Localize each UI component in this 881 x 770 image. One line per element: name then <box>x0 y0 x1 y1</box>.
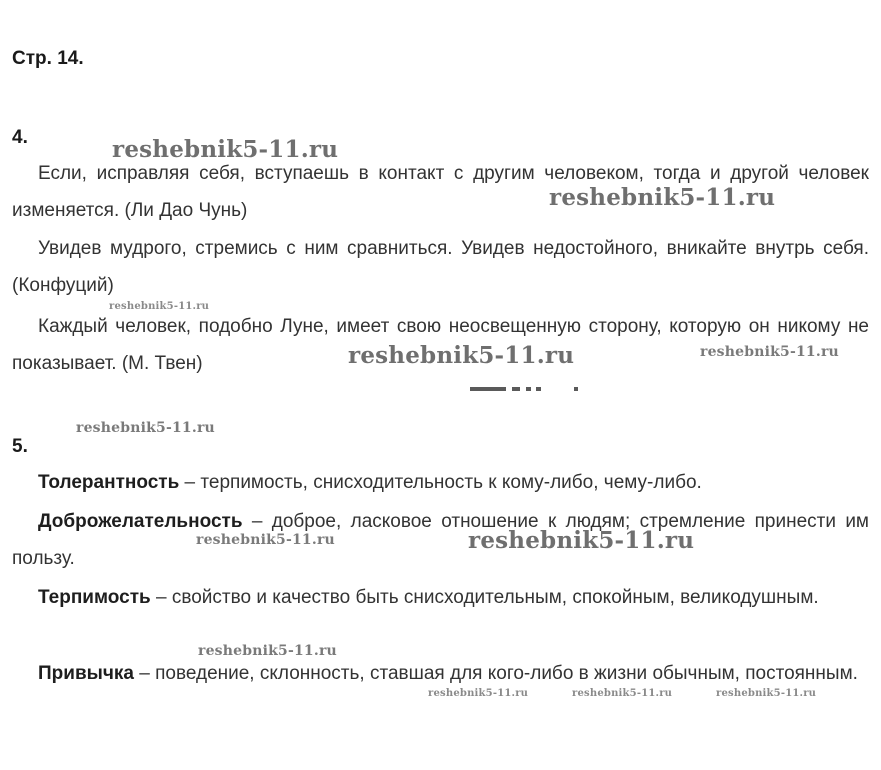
section-number-5: 5. <box>12 436 28 457</box>
watermark: reshebnik5-11.ru <box>112 136 339 163</box>
watermark: reshebnik5-11.ru <box>76 420 215 436</box>
definition-text: – поведение, склонность, ставшая для кого-либо в жизни обычным, постоянным. <box>133 663 858 684</box>
watermark: reshebnik5-11.ru <box>716 688 817 699</box>
section-number-4: 4. <box>12 127 28 148</box>
definition-paragraph <box>12 503 869 577</box>
quote-paragraph: Если, исправляя себя, вступаешь в контакт с другим человеком, тогда и другой человек изменяется. (Ли Дао Чунь) <box>12 163 869 221</box>
page-heading: Стр. 14. <box>12 48 84 69</box>
stray-text-fragment <box>470 387 582 397</box>
definition-term: Толерантность <box>38 472 180 493</box>
watermark: reshebnik5-11.ru <box>572 688 673 699</box>
quote-paragraph: Каждый человек, подобно Луне, имеет свою неосвещенную сторону, которую он никому не показывает. (М. Твен) <box>12 316 869 374</box>
definition-text: – доброе, ласковое отношение к людям; стремление принести им пользу. <box>12 511 869 569</box>
definition-paragraph <box>12 579 869 616</box>
definition-text: – терпимость, снисходительность к кому-либо, чему-либо. <box>179 472 702 493</box>
watermark: reshebnik5-11.ru <box>428 688 529 699</box>
definition-term: Доброжелательность <box>38 511 243 532</box>
watermark: reshebnik5-11.ru <box>348 342 575 369</box>
watermark: reshebnik5-11.ru <box>549 184 776 211</box>
definition-term: Терпимость <box>38 587 151 608</box>
quote-paragraph: Увидев мудрого, стремись с ним сравниться. Увидев недостойного, вникайте внутрь себя. (Конфуций) <box>12 238 869 296</box>
watermark: reshebnik5-11.ru <box>109 301 210 312</box>
definition-text: – свойство и качество быть снисходительным, спокойным, великодушным. <box>150 587 819 608</box>
watermark: reshebnik5-11.ru <box>196 532 335 548</box>
definition-paragraph <box>12 464 869 501</box>
definition-paragraph <box>12 655 869 692</box>
watermark: reshebnik5-11.ru <box>700 344 839 360</box>
watermark: reshebnik5-11.ru <box>198 643 337 659</box>
watermark: reshebnik5-11.ru <box>468 527 695 554</box>
definition-term: Привычка <box>38 663 134 684</box>
